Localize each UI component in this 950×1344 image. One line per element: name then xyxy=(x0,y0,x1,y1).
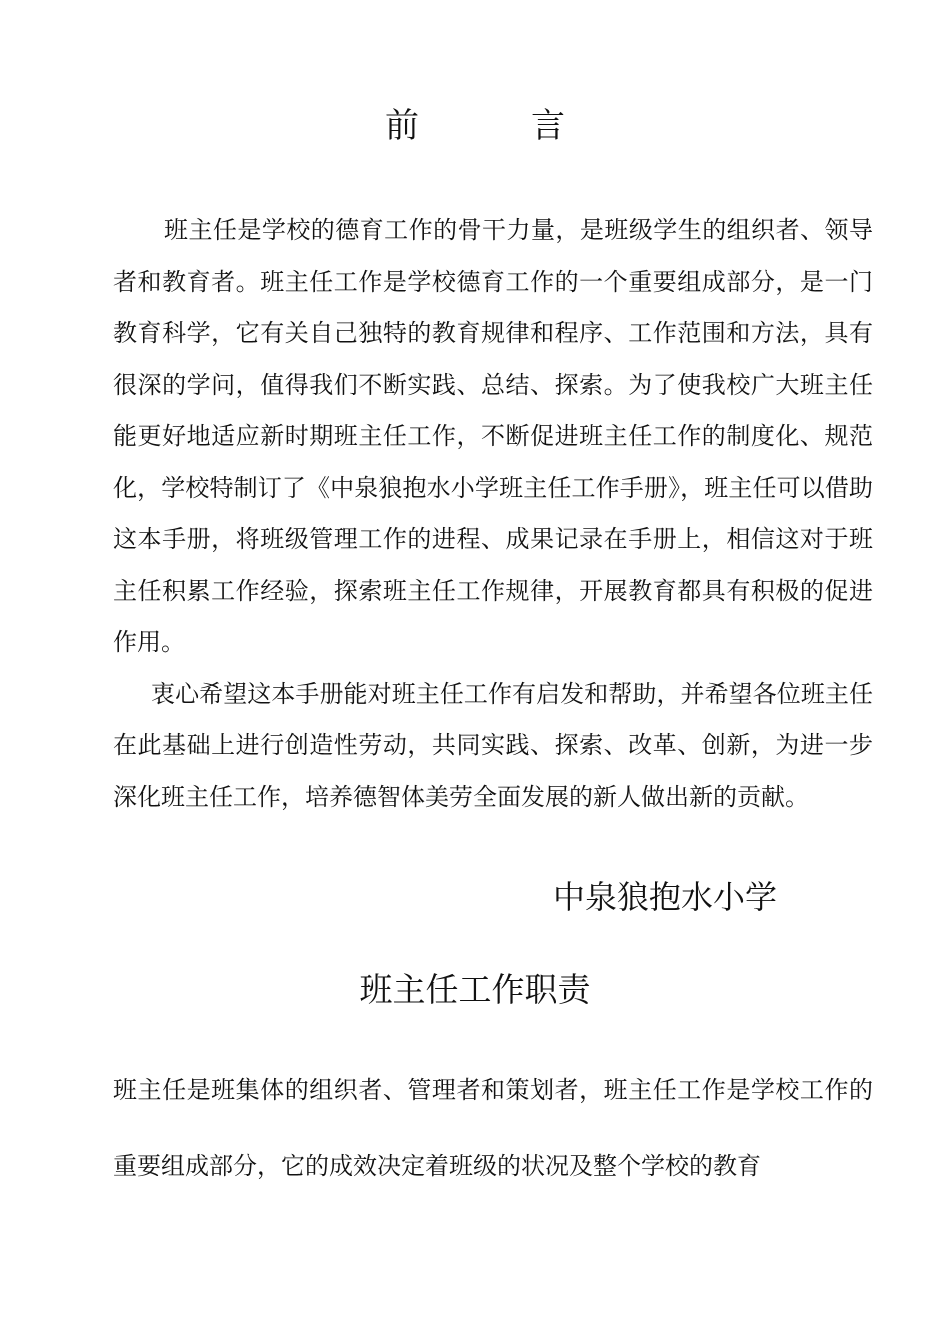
duties-title: 班主任工作职责 xyxy=(359,970,591,1009)
duties-body xyxy=(113,1052,873,1204)
preface-title xyxy=(0,102,950,150)
duties-paragraph: 班主任是班集体的组织者、管理者和策划者，班主任工作是学校工作的重要组成部分，它的成效决定着班级的状况及整个学校的教育 xyxy=(113,1076,873,1180)
preface-paragraph-2: 衷心希望这本手册能对班主任工作有启发和帮助，并希望各位班主任在此基础上进行创造性劳动，共同实践、探索、改革、创新，为进一步深化班主任工作，培养德智体美劳全面发展的新人做出新的贡献。 xyxy=(113,679,873,811)
preface-paragraph-1: 班主任是学校的德育工作的骨干力量，是班级学生的组织者、领导者和教育者。班主任工作是学校德育工作的一个重要组成部分，是一门教育科学，它有关自己独特的教育规律和程序、工作范围和方法，具有很深的学问，值得我们不断实践、总结、探索。为了使我校广大班主任能更好地适应新时期班主任工作，不断促进班主任工作的制度化、规范化，学校特制订了《中泉狼抱水小学班主任工作手册》，班主任可以借助这本手册，将班级管理工作的进程、成果记录在手册上，相信这对于班主任积累工作经验，探索班主任工作规律，开展教育都具有积极的促进作用。 xyxy=(113,216,873,656)
preface-title-left: 前 xyxy=(385,106,419,146)
preface-body xyxy=(113,205,873,823)
preface-signature: 中泉狼抱水小学 xyxy=(553,878,778,916)
preface-title-right: 言 xyxy=(531,106,565,146)
